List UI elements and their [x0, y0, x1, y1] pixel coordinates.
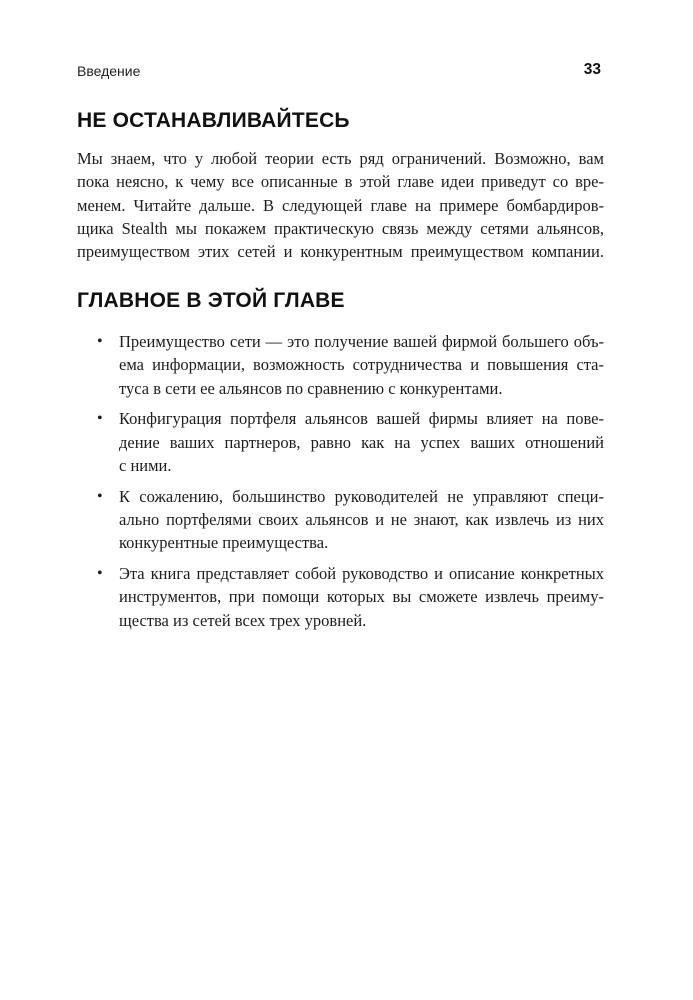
bullet-line: щества из сетей всех трех уровней.: [119, 610, 367, 630]
bullet-line: конкурентные преимущества.: [119, 533, 329, 553]
bullet-line: Конфигурация портфеля альянсов вашей фирмы влияет на пове-: [119, 409, 604, 429]
bullet-item: [77, 562, 604, 632]
bullet-line: инструментов, при помощи которых вы сможете извлечь преиму-: [119, 587, 604, 607]
bullet-icon: •: [97, 410, 103, 428]
bullet-line: с ними.: [119, 455, 172, 475]
bullet-line: ально портфелями своих альянсов и не знают, как извлечь из них: [119, 510, 604, 530]
bullet-item: [77, 485, 604, 555]
paragraph-line: менем. Читайте дальше. В следующей главе на примере бомбардиров-: [77, 195, 604, 215]
paragraph-line: пока неясно, к чему все описанные в этой главе идеи приведут со вре-: [77, 172, 604, 192]
bullet-line: дение ваших партнеров, равно как на успех ваших отношений: [119, 432, 604, 452]
section-heading-chapter-summary: ГЛАВНОЕ В ЭТОЙ ГЛАВЕ: [77, 289, 345, 312]
summary-bullet-list: [77, 330, 604, 640]
bullet-icon: •: [97, 487, 103, 505]
bullet-line: ема информации, возможность сотрудничества и повышения ста-: [119, 355, 604, 375]
section-paragraph: [77, 147, 604, 263]
bullet-line: К сожалению, большинство руководителей не управляют специ-: [119, 486, 604, 506]
bullet-line: Эта книга представляет собой руководство и описание конкретных: [119, 564, 604, 584]
page-number: 33: [583, 61, 601, 78]
bullet-line: Преимущество сети — это получение вашей фирмой большего объ-: [119, 332, 604, 351]
running-head: Введение: [77, 63, 141, 79]
paragraph-line: щика Stealth мы покажем практическую связь между сетями альянсов,: [77, 218, 604, 238]
bullet-item: [77, 330, 604, 400]
bullet-line: туса в сети ее альянсов по сравнению с конкурентами.: [119, 378, 503, 398]
paragraph-line: Мы знаем, что у любой теории есть ряд ограничений. Возможно, вам: [77, 149, 604, 168]
bullet-item: [77, 407, 604, 477]
bullet-icon: •: [97, 333, 103, 350]
paragraph-line: преимуществом этих сетей и конкурентным преимуществом компании.: [77, 242, 604, 262]
bullet-icon: •: [97, 565, 103, 583]
section-heading-dont-stop: НЕ ОСТАНАВЛИВАЙТЕСЬ: [77, 109, 350, 132]
